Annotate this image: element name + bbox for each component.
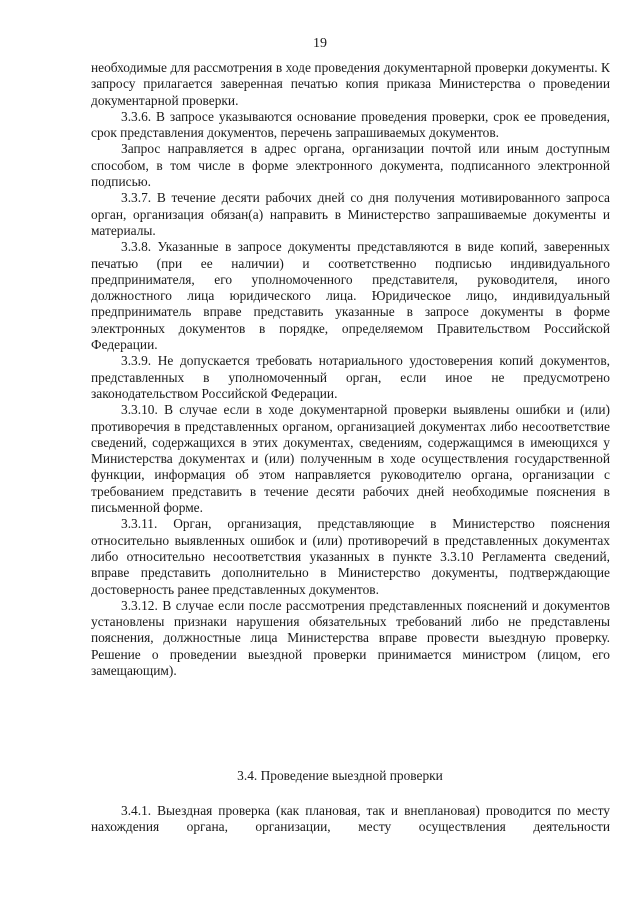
section-heading: 3.4. Проведение выездной проверки — [237, 768, 443, 783]
paragraph: необходимые для рассмотрения в ходе проведения документарной проверки документы. К запросу прилагается заверенная печатью копия приказа Министерства о проведении документарной проверки. — [91, 60, 610, 108]
section-body — [91, 803, 610, 836]
paragraph: 3.3.7. В течение десяти рабочих дней со дня получения мотивированного запроса орган, организация обязан(а) направить в Министерство запрашиваемые документы и материалы. — [91, 190, 610, 238]
paragraph: 3.3.6. В запросе указываются основание проведения проверки, срок ее проведения, срок представления документов, перечень запрашиваемых документов. — [91, 108, 610, 141]
paragraph: 3.3.8. Указанные в запросе документы представляются в виде копий, заверенных печатью (при ее наличии) и соответственно подписью индивидуального предпринимателя, его уполномоченного представителя, руководителя, иного должностного лица юридического лица. Юридическое лицо, индивидуальный предприниматель вправе представить указанные в запросе документы в форме электронных документов в порядке, определяемом Правительством Российской Федерации. — [91, 239, 610, 353]
paragraph: 3.3.9. Не допускается требовать нотариального удостоверения копий документов, представленных в уполномоченный орган, если иное не предусмотрено законодательством Российской Федерации. — [91, 353, 610, 401]
paragraph: Запрос направляется в адрес органа, организации почтой или иным доступным способом, в том числе в форме электронного документа, подписанного электронной подписью. — [91, 141, 610, 190]
page-number: 19 — [313, 36, 327, 51]
paragraph: 3.3.12. В случае если после рассмотрения представленных пояснений и документов установлены признаки нарушения обязательных требований либо не представлены пояснения, должностные лица Министерства вправе провести выездную проверку. Решение о проведении выездной проверки принимается министром (лицом, его замещающим). — [91, 597, 610, 678]
paragraph: 3.4.1. Выездная проверка (как плановая, так и внеплановая) проводится по месту нахождения органа, организации, месту осуществления деятельности — [91, 803, 610, 835]
body-text — [91, 60, 610, 679]
paragraph: 3.3.10. В случае если в ходе документарной проверки выявлены ошибки и (или) противоречия в представленных органом, организацией документах либо несоответствие сведений, содержащихся в этих документах, сведениям, содержащимся в имеющихся у Министерства документах и (или) полученным в ходе осуществления государственной функции, информация об этом направляется руководителю органа, организации с требованием представить в течение десяти рабочих дней необходимые пояснения в письменной форме. — [91, 402, 610, 516]
paragraph: 3.3.11. Орган, организация, представляющие в Министерство пояснения относительно выявленных ошибок и (или) противоречий в представленных документах либо относительно несоответствия указанных в пункте 3.3.10 Регламента сведений, вправе представить дополнительно в Министерство документы, подтверждающие достоверность ранее представленных документов. — [91, 516, 610, 597]
